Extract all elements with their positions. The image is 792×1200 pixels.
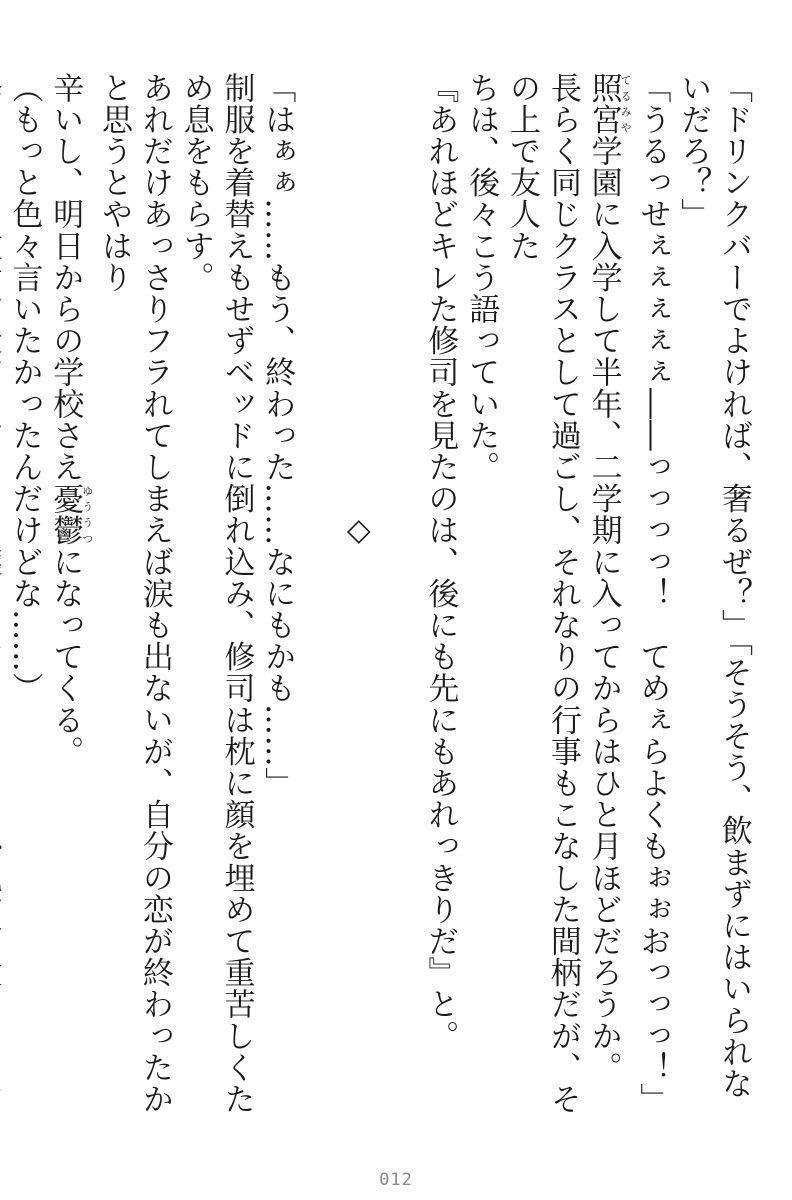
text-line: （もっと色々言いたかったんだけどな……）: [6, 72, 43, 704]
text-line: あれだけあっさりフラれてしまえば涙も出ないが、自分の恋が終わったかと思うとやはり: [96, 72, 173, 1115]
text-line: 『あれほどキレた修司を見たのは、後にも先にもあれっきりだ』と。: [422, 72, 459, 1052]
blank-line: [297, 72, 338, 1122]
text-line: ちは、後々こう語っていた。: [463, 72, 500, 483]
page-number: 012: [379, 1170, 413, 1190]
text-line: 「うるっせぇぇぇぇぇ――っっっっ！ てめぇらよくもぉぉおっっっ！」: [634, 72, 671, 1115]
furigana-reading: ゆううつ: [80, 482, 94, 546]
text-line-with-ruby: 照宮てるみや学園に入学して半年、二学期に入ってからはひと月ほどだろうか。: [585, 72, 633, 1084]
furigana-ruby: 憂鬱ゆううつ: [47, 482, 94, 547]
text-line: 「ドリンクバーでよければ、奢るぜ？」「そうそう、飲まずにはいられないだろ？」: [675, 72, 752, 1100]
blank-line: [379, 72, 420, 1122]
vertical-text-block: [6, 72, 754, 1122]
text-line: 「はぁぁ……もう、終わった……なにもかも……」: [259, 72, 296, 799]
text-line: [0, 72, 4, 1122]
text-line: 制服を着替えもせずベッドに倒れ込み、修司は枕に顔を埋めて重苦しくため息をもらす。: [177, 72, 255, 1115]
furigana-ruby: 照宮てるみや: [585, 72, 633, 136]
text-line-with-ruby: 辛いし、明日からの学校さえ憂鬱ゆううつになってくる。: [47, 72, 94, 768]
scene-break-diamond: ◇: [340, 512, 377, 549]
furigana-reading: てるみや: [619, 72, 633, 136]
text-line: 長らく同じクラスとして過ごし、それなりの行事もこなした間柄だが、その上で友人た: [504, 72, 581, 1115]
